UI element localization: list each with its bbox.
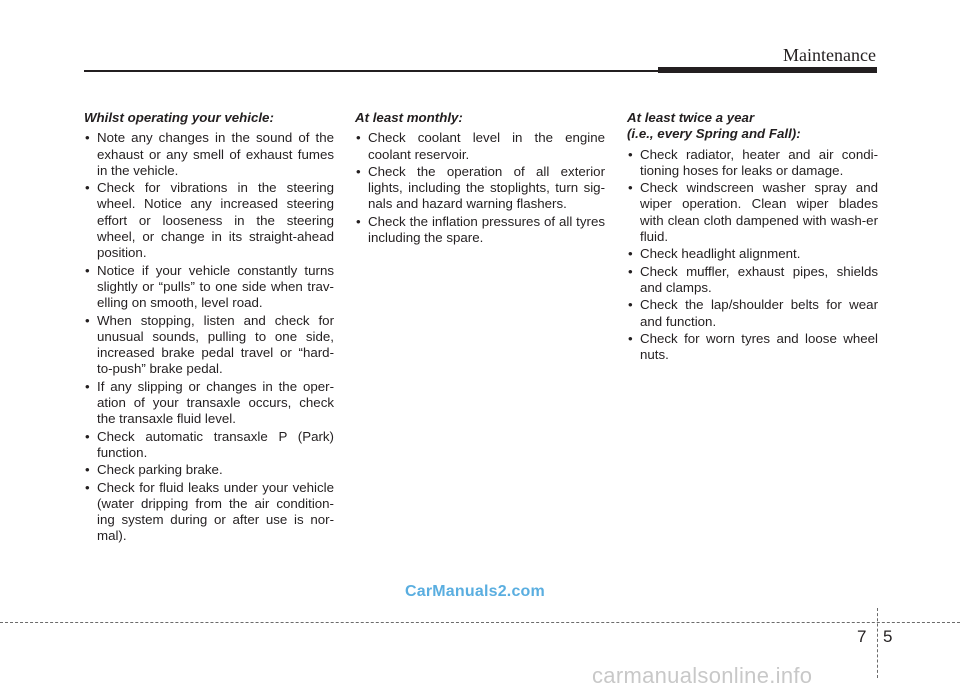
checklist: [84, 130, 334, 544]
watermark-carmanualsonline[interactable]: carmanualsonline.info: [592, 663, 813, 688]
list-item: • Check the lap/shoulder belts for wear and function.: [627, 297, 878, 330]
column-operating: [84, 110, 334, 546]
chapter-number: 7: [857, 627, 867, 646]
section-heading: [627, 110, 878, 143]
list-item: • Check coolant level in the engine coolant reservoir.: [355, 130, 605, 163]
column-monthly: [355, 110, 605, 247]
list-item: • Notice if your vehicle constantly turns slightly or “pulls” to one side when trav-elling on smooth, level road.: [84, 263, 334, 312]
list-item: • Note any changes in the sound of the exhaust or any smell of exhaust fumes in the vehicle.: [84, 130, 334, 179]
list-item: • Check for worn tyres and loose wheel nuts.: [627, 331, 878, 364]
heading-line: (i.e., every Spring and Fall):: [627, 126, 801, 142]
checklist: [627, 147, 878, 364]
heading-line: Whilst operating your vehicle:: [84, 110, 274, 125]
list-item: • When stopping, listen and check for unusual sounds, pulling to one side, increased brake pedal travel or “hard-to-push” brake pedal.: [84, 313, 334, 378]
column-twice-yearly: [627, 110, 878, 364]
list-item: • Check automatic transaxle P (Park) function.: [84, 429, 334, 462]
list-item: • Check muffler, exhaust pipes, shields and clamps.: [627, 264, 878, 297]
header-rule-thick: [658, 67, 877, 73]
list-item: • Check windscreen washer spray and wiper operation. Clean wiper blades with clean cloth dampened with wash-er fluid.: [627, 180, 878, 245]
section-heading: [84, 110, 334, 126]
footer-dashed-rule: [0, 622, 960, 623]
list-item: • Check headlight alignment.: [627, 246, 878, 262]
list-item: • Check parking brake.: [84, 462, 334, 478]
footer-dashed-divider: [877, 608, 878, 678]
watermark-carmanuals2[interactable]: CarManuals2.com: [405, 583, 545, 600]
heading-line: At least twice a year: [627, 110, 755, 125]
list-item: • Check for vibrations in the steering wheel. Notice any increased steering effort or looseness in the steering wheel, or change in its straight-ahead position.: [84, 180, 334, 261]
list-item: • Check the inflation pressures of all tyres including the spare.: [355, 214, 605, 247]
page-number: 5: [883, 627, 893, 646]
section-heading: [355, 110, 605, 126]
list-item: • Check the operation of all exterior lights, including the stoplights, turn sig-nals and hazard warning flashers.: [355, 164, 605, 213]
list-item: • Check radiator, heater and air condi-tioning hoses for leaks or damage.: [627, 147, 878, 180]
list-item: • If any slipping or changes in the oper-ation of your transaxle occurs, check the transaxle fluid level.: [84, 379, 334, 428]
section-title: Maintenance: [783, 45, 876, 65]
checklist: [355, 130, 605, 246]
header-rule-thin: [84, 70, 660, 72]
heading-line: At least monthly:: [355, 110, 463, 125]
list-item: • Check for fluid leaks under your vehicle (water dripping from the air condition-ing system during or after use is nor-mal).: [84, 480, 334, 545]
